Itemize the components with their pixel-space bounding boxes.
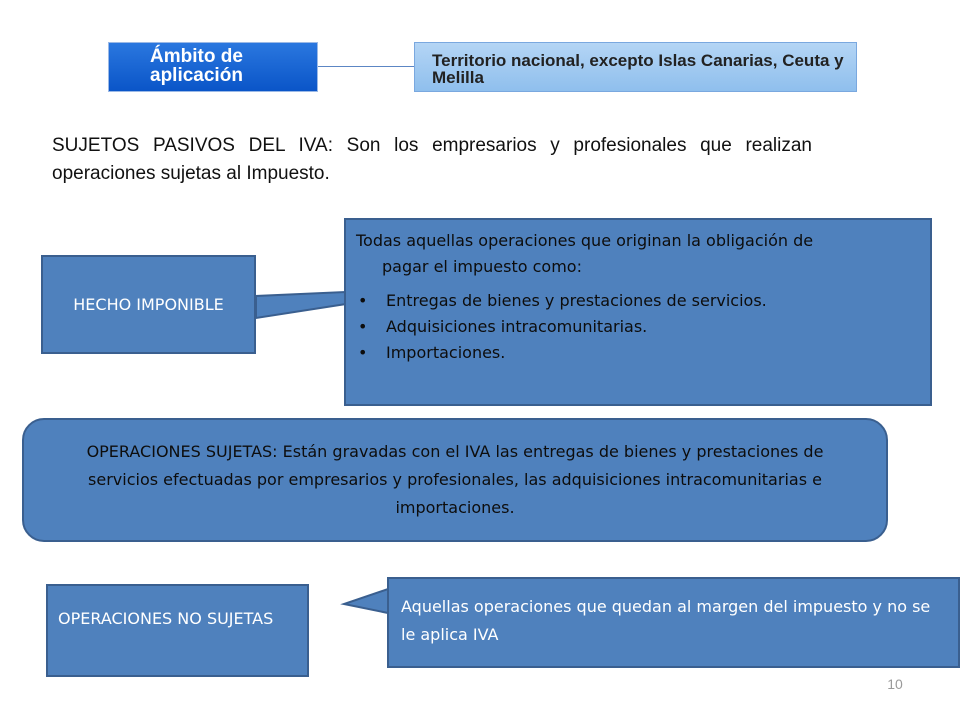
- territorio-label: Territorio nacional, excepto Islas Canarias, Ceuta y Melilla: [432, 51, 844, 87]
- ambito-label: Ámbito de aplicación: [150, 46, 243, 86]
- hecho-callout-pointer: [256, 292, 346, 318]
- sujetos-pasivos-text: SUJETOS PASIVOS DEL IVA: Son los empresarios y profesionales que realizan operaciones sujetas al Impuesto.: [52, 135, 812, 184]
- nosujetas-callout-pointer: [344, 589, 388, 613]
- hecho-intro-line2: pagar el impuesto como:: [382, 257, 582, 276]
- operaciones-no-sujetas-callout: [387, 577, 960, 668]
- hecho-imponible-list: [356, 288, 920, 366]
- hecho-imponible-box: [41, 255, 256, 354]
- list-item: • Importaciones.: [356, 340, 920, 366]
- operaciones-no-sujetas-label: OPERACIONES NO SUJETAS: [58, 609, 274, 628]
- hecho-imponible-callout: [344, 218, 932, 406]
- hecho-imponible-label: HECHO IMPONIBLE: [73, 294, 224, 314]
- operaciones-no-sujetas-box: [46, 584, 309, 677]
- operaciones-no-sujetas-description: Aquellas operaciones que quedan al margen del impuesto y no se le aplica IVA: [401, 597, 931, 644]
- operaciones-sujetas-text: OPERACIONES SUJETAS: Están gravadas con el IVA las entregas de bienes y prestaciones de servicios efectuadas por empresarios y profesionales, las adquisiciones intracomunitarias e importaciones.: [86, 442, 824, 517]
- operaciones-sujetas-box: [22, 418, 888, 542]
- page-number: 10: [887, 676, 903, 692]
- list-item: • Entregas de bienes y prestaciones de servicios.: [356, 288, 920, 314]
- hecho-intro-line1: Todas aquellas operaciones que originan la obligación de: [356, 231, 814, 250]
- list-item: • Adquisiciones intracomunitarias.: [356, 314, 920, 340]
